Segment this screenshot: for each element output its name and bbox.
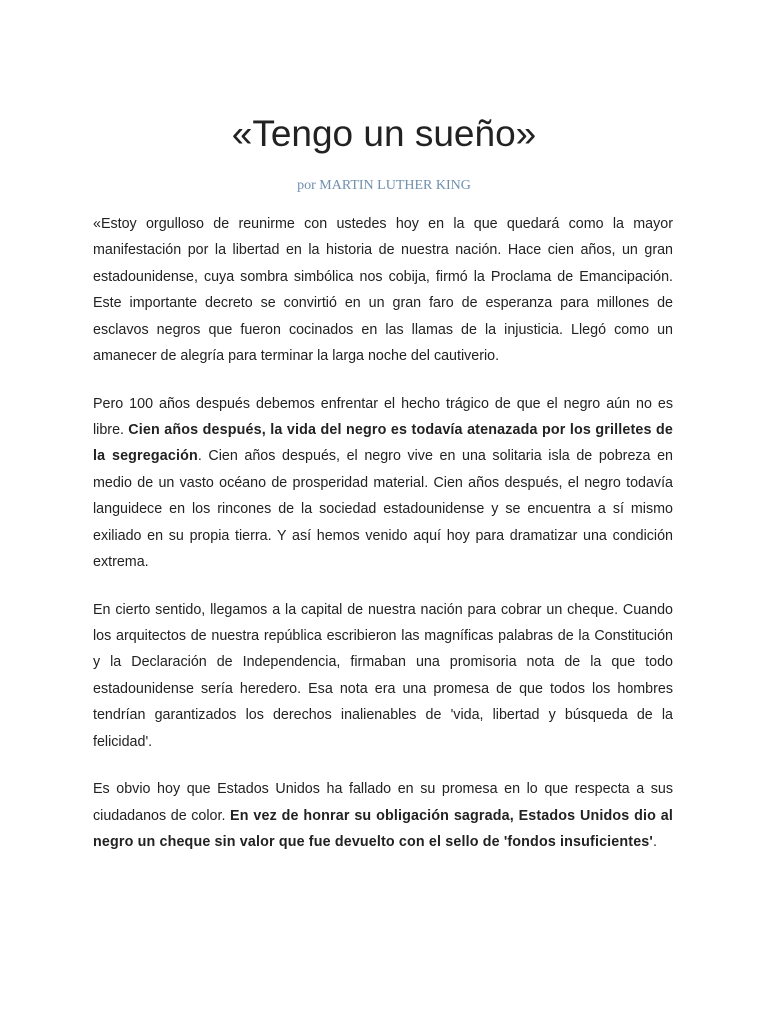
- paragraph-text: Pero 100 años después debemos enfrentar el hecho trágico de que el negro aún no es libre.: [93, 395, 673, 439]
- paragraph-4: [93, 776, 673, 855]
- paragraph-text: Es obvio hoy que Estados Unidos ha fallado en su promesa en lo que respecta a sus ciudadanos de color.: [93, 781, 673, 824]
- paragraph-1: [93, 211, 673, 369]
- article-body: [93, 211, 673, 877]
- paragraph-text: .: [652, 834, 657, 851]
- author-byline: por MARTIN LUTHER KING: [297, 178, 471, 193]
- paragraph-2: [93, 391, 673, 576]
- paragraph-text: «Estoy orgulloso de reunirme con ustedes hoy en la que quedará como la mayor manifestación por la libertad en la historia de nuestra nación. Hace cien años, un gran estadounidense, cuya sombra simbólica nos cobija, firmó la Proclama de Emancipación. Este importante decreto se convirtió en un gran faro de esperanza para millones de esclavos negros que fueron cocinados en las llamas de la injusticia. Llegó como un amanecer de alegría para terminar la larga noche del cautiverio.: [93, 216, 673, 365]
- paragraph-text: En cierto sentido, llegamos a la capital de nuestra nación para cobrar un cheque. Cuando los arquitectos de nuestra república escribieron las magníficas palabras de la Constitución y la Declaración de Independencia, firmaban una promisoria nota de la que todo estadounidense sería heredero. Esa nota era una promesa de que todos los hombres tendrían garantizados los derechos inalienables de 'vida, libertad y búsqueda de la felicidad'.: [93, 601, 673, 750]
- bold-passage: Cien años después, la vida del negro es todavía atenazada por los grilletes de la segregación: [93, 422, 673, 465]
- paragraph-3: [93, 597, 673, 755]
- document-title: «Tengo un sueño»: [231, 113, 537, 154]
- bold-passage: En vez de honrar su obligación sagrada, Estados Unidos dio al negro un cheque sin valor que fue devuelto con el sello de 'fondos insuficientes': [93, 807, 673, 851]
- paragraph-text: . Cien años después, el negro vive en una solitaria isla de pobreza en medio de un vasto océano de prosperidad material. Cien años después, el negro todavía languidece en los rincones de la sociedad estadounidense y se encuentra a sí mismo exiliado en su propia tierra. Y así hemos venido aquí hoy para dramatizar una condición extrema.: [93, 448, 673, 571]
